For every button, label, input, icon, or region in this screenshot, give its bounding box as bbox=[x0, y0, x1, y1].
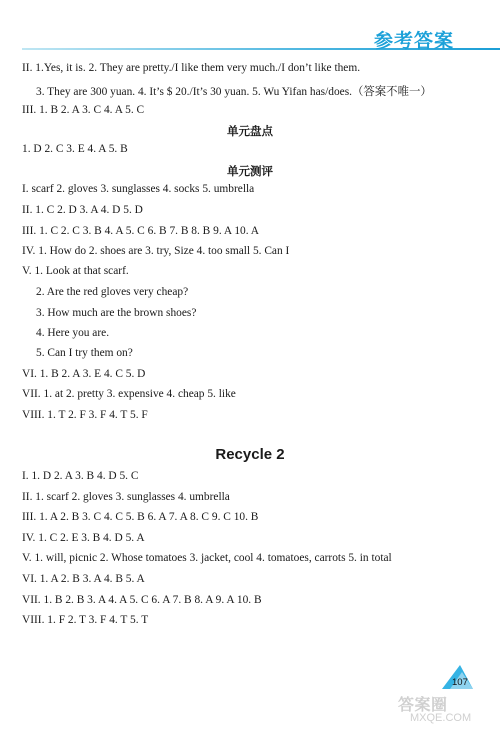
answer-line: 2. Are the red gloves very cheap? bbox=[36, 286, 189, 298]
answer-line: VIII. 1. F 2. T 3. F 4. T 5. T bbox=[22, 614, 149, 626]
answer-line: I. scarf 2. gloves 3. sunglasses 4. socks 5. umbrella bbox=[22, 183, 255, 195]
page-header bbox=[0, 22, 500, 52]
answer-line: IV. 1. How do 2. shoes are 3. try, Size 4. too small 5. Can I bbox=[22, 245, 290, 257]
answer-line: VII. 1. B 2. B 3. A 4. A 5. C 6. A 7. B 8. A 9. A 10. B bbox=[22, 594, 262, 606]
answer-line: II. 1. scarf 2. gloves 3. sunglasses 4. umbrella bbox=[22, 491, 230, 503]
answer-line: IV. 1. C 2. E 3. B 4. D 5. A bbox=[22, 532, 145, 544]
answer-line: II. 1.Yes, it is. 2. They are pretty./I like them very much./I don’t like them. bbox=[22, 62, 361, 74]
section-heading-recycle-2: Recycle 2 bbox=[215, 446, 285, 463]
answer-line: 3. They are 300 yuan. 4. It’s $ 20./It’s 30 yuan. 5. Wu Yifan has/does.（答案不唯一） bbox=[36, 86, 432, 98]
answer-line: 3. How much are the brown shoes? bbox=[36, 307, 197, 319]
answer-line: 5. Can I try them on? bbox=[36, 347, 133, 359]
answer-line: VI. 1. B 2. A 3. E 4. C 5. D bbox=[22, 368, 146, 380]
answer-line: VI. 1. A 2. B 3. A 4. B 5. A bbox=[22, 573, 145, 585]
header-title: 参考答案 bbox=[373, 30, 454, 52]
answer-line: V. 1. will, picnic 2. Whose tomatoes 3. jacket, cool 4. tomatoes, carrots 5. in total bbox=[22, 552, 392, 564]
answer-line: III. 1. A 2. B 3. C 4. C 5. B 6. A 7. A 8. C 9. C 10. B bbox=[22, 511, 259, 523]
answer-line: III. 1. B 2. A 3. C 4. A 5. C bbox=[22, 104, 145, 116]
watermark-url: MXQE.COM bbox=[410, 712, 472, 724]
answer-line: VIII. 1. T 2. F 3. F 4. T 5. F bbox=[22, 409, 148, 421]
answer-line: V. 1. Look at that scarf. bbox=[22, 265, 129, 277]
answer-line: I. 1. D 2. A 3. B 4. D 5. C bbox=[22, 470, 139, 482]
page-number: 107 bbox=[452, 677, 468, 688]
answer-line: 1. D 2. C 3. E 4. A 5. B bbox=[22, 143, 128, 155]
answer-line: II. 1. C 2. D 3. A 4. D 5. D bbox=[22, 204, 143, 216]
watermark-logo: 答案圈 bbox=[398, 697, 448, 714]
section-heading-unit-test: 单元测评 bbox=[227, 164, 273, 178]
answer-line: III. 1. C 2. C 3. B 4. A 5. C 6. B 7. B 8. B 9. A 10. A bbox=[22, 225, 260, 237]
answer-line: VII. 1. at 2. pretty 3. expensive 4. cheap 5. like bbox=[22, 388, 236, 400]
answer-line: 4. Here you are. bbox=[36, 327, 110, 339]
section-heading-unit-review: 单元盘点 bbox=[227, 124, 273, 138]
